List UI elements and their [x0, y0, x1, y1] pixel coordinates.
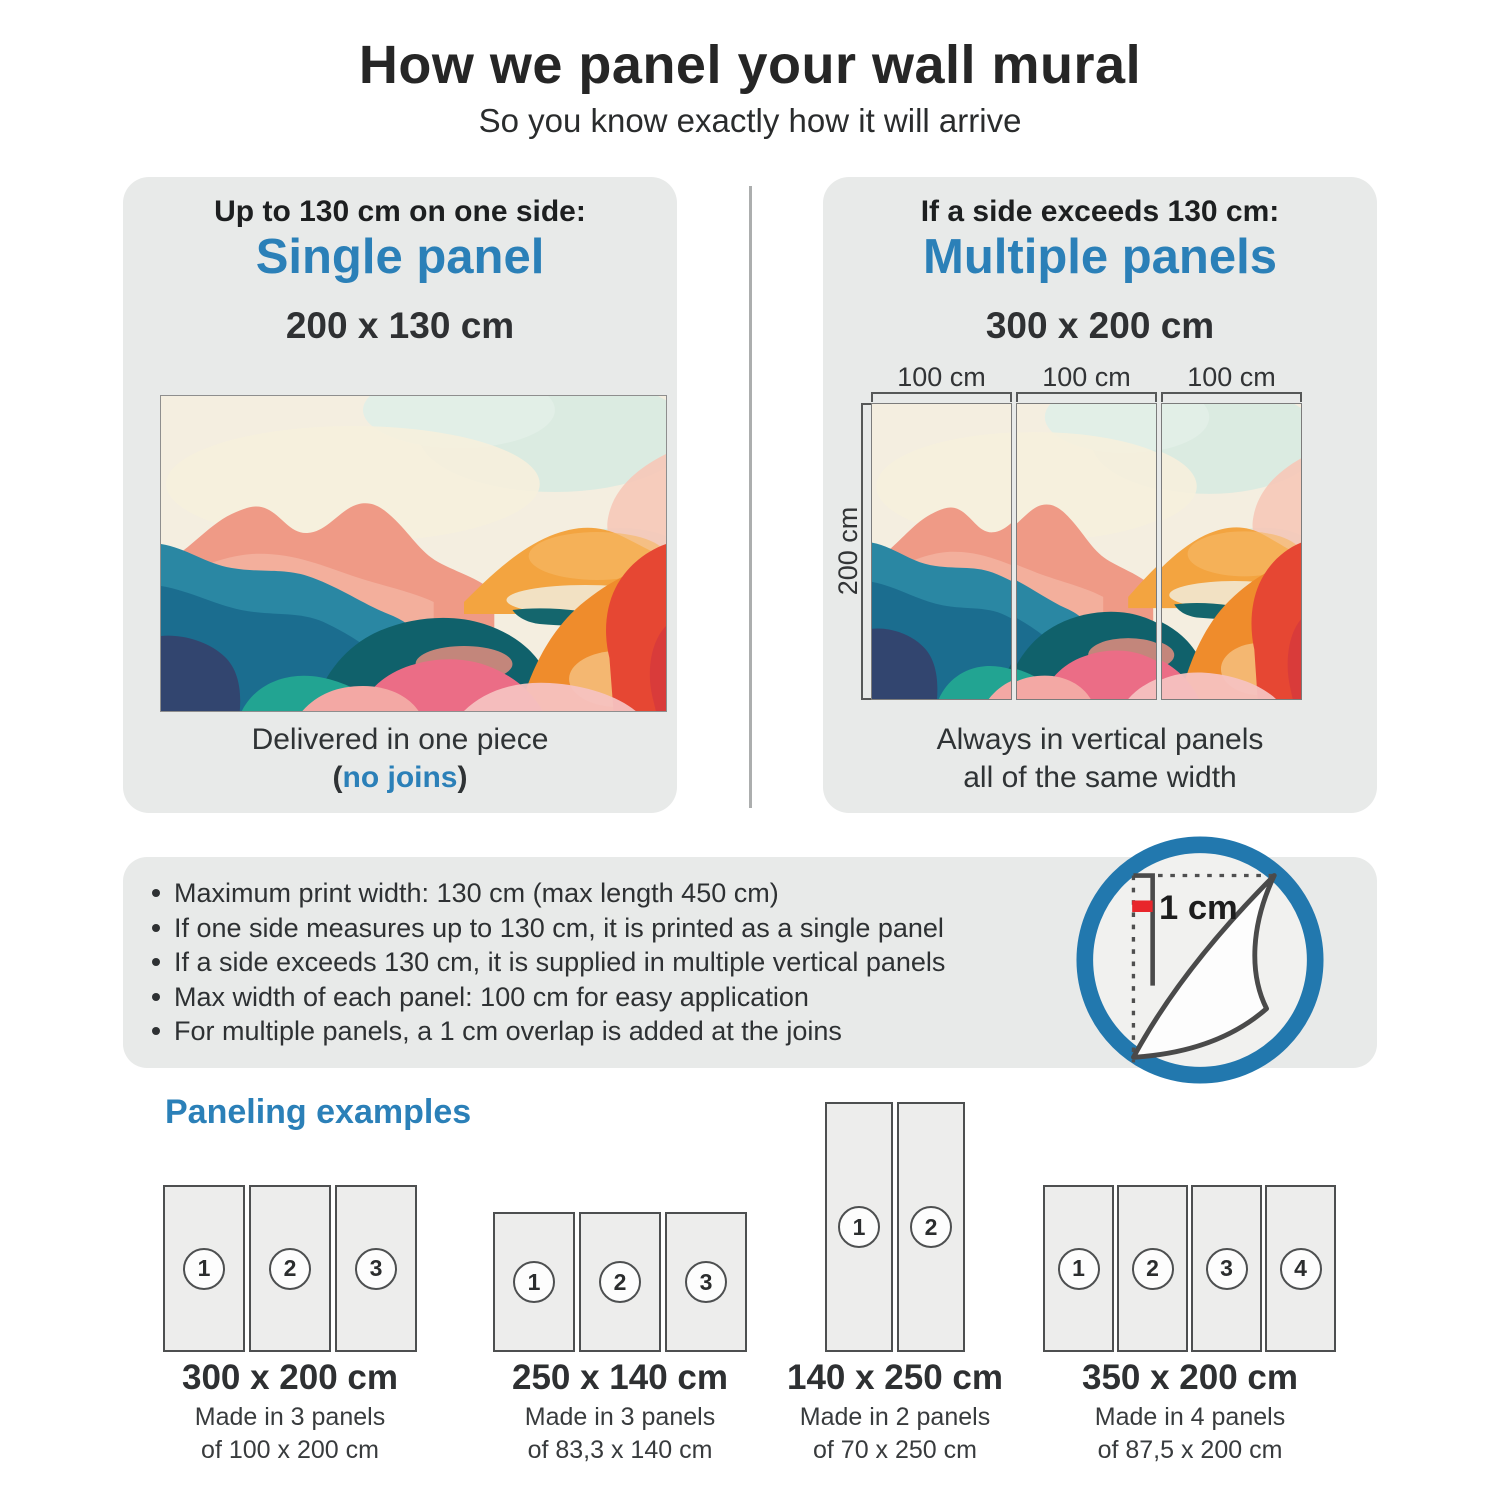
width-bracket-3 [1161, 392, 1302, 402]
width-label-3: 100 cm [1187, 362, 1276, 392]
specs-list [150, 876, 1050, 1049]
example-panel [335, 1185, 417, 1352]
spec-bullet [150, 945, 1050, 980]
example-4-size: 350 x 200 cm [1081, 1358, 1298, 1397]
panel-number: 4 [1280, 1248, 1322, 1290]
spec-bullet [150, 1014, 1050, 1049]
width-bracket-2 [1016, 392, 1157, 402]
example-3-size: 140 x 250 cm [786, 1358, 1003, 1397]
example-4-line1: Made in 4 panels [1094, 1403, 1286, 1431]
panel-number: 2 [1132, 1248, 1174, 1290]
paren-open: ( [332, 761, 343, 794]
example-2-size: 250 x 140 cm [511, 1358, 728, 1397]
single-mural-image [160, 395, 667, 712]
example-panel [897, 1102, 965, 1352]
multi-title: Multiple panels [923, 230, 1277, 284]
single-title: Single panel [255, 230, 545, 284]
bullet-dot [152, 958, 160, 966]
mural-panel-slice-2 [1016, 403, 1157, 700]
panel-number: 3 [355, 1248, 397, 1290]
single-panel-card [123, 177, 677, 813]
multi-caption-line1: Always in vertical panels [936, 723, 1264, 756]
multi-caption-line2: all of the same width [963, 761, 1237, 794]
example-panel [1191, 1185, 1262, 1352]
spec-text: If a side exceeds 130 cm, it is supplied in multiple vertical panels [174, 947, 946, 977]
panel-number: 1 [183, 1248, 225, 1290]
bullet-dot [152, 924, 160, 932]
example-panel [1265, 1185, 1336, 1352]
examples-heading: Paneling examples [165, 1093, 472, 1131]
width-label-2: 100 cm [1042, 362, 1131, 392]
width-bracket-1 [871, 392, 1012, 402]
multi-mural-panels [871, 403, 1302, 700]
panel-number: 2 [269, 1248, 311, 1290]
example-1-line1: Made in 3 panels [194, 1403, 386, 1431]
single-size: 200 x 130 cm [285, 305, 515, 346]
spec-bullet [150, 911, 1050, 946]
example-2-line1: Made in 3 panels [524, 1403, 716, 1431]
cards-divider [749, 186, 752, 808]
example-4-line2: of 87,5 x 200 cm [1097, 1436, 1283, 1464]
example-panel [493, 1212, 575, 1352]
spec-text: If one side measures up to 130 cm, it is printed as a single panel [174, 912, 944, 943]
panel-number: 1 [1058, 1248, 1100, 1290]
spec-bullet [150, 980, 1050, 1015]
panel-number: 1 [838, 1206, 880, 1248]
spec-text: For multiple panels, a 1 cm overlap is added at the joins [174, 1016, 842, 1046]
example-panel [1043, 1185, 1114, 1352]
example-panel [579, 1212, 661, 1352]
example-1-size: 300 x 200 cm [181, 1358, 398, 1397]
example-panel [1117, 1185, 1188, 1352]
single-caption-line2 [123, 761, 677, 795]
single-caption-line1: Delivered in one piece [251, 723, 549, 756]
panel-number: 3 [1206, 1248, 1248, 1290]
example-2-line2: of 83,3 x 140 cm [527, 1436, 713, 1464]
example-3-line1: Made in 2 panels [799, 1403, 991, 1431]
mural-panel-slice-3 [1161, 403, 1302, 700]
panel-number: 3 [685, 1261, 727, 1303]
spec-text: Maximum print width: 130 cm (max length 450 cm) [174, 878, 779, 908]
example-3-panels [825, 1102, 965, 1352]
bullet-dot [152, 993, 160, 1001]
example-4-panels [1043, 1185, 1336, 1352]
bullet-dot [152, 1027, 160, 1035]
bullet-dot [152, 889, 160, 897]
mural-panel-slice-1 [871, 403, 1012, 700]
multi-size: 300 x 200 cm [985, 305, 1215, 346]
example-3-line2: of 70 x 250 cm [813, 1436, 977, 1464]
overlap-page-curl-icon [1072, 832, 1328, 1088]
single-condition: Up to 130 cm on one side: [214, 195, 586, 228]
height-label: 200 cm [833, 506, 863, 596]
overlap-label: 1 cm [1159, 889, 1238, 928]
example-1-line2: of 100 x 200 cm [201, 1436, 379, 1464]
example-1-panels [163, 1185, 417, 1352]
paren-close: ) [457, 761, 468, 794]
spec-bullet [150, 876, 1050, 911]
page-subtitle: So you know exactly how it will arrive [478, 102, 1022, 139]
spec-text: Max width of each panel: 100 cm for easy application [174, 981, 809, 1012]
no-joins-highlight: no joins [342, 761, 458, 794]
width-label-1: 100 cm [897, 362, 986, 392]
panel-number: 2 [599, 1261, 641, 1303]
example-2-panels [493, 1212, 747, 1352]
example-panel [825, 1102, 893, 1352]
panel-number: 1 [513, 1261, 555, 1303]
page-title: How we panel your wall mural [358, 35, 1142, 95]
multiple-panels-card [823, 177, 1377, 813]
multi-condition: If a side exceeds 130 cm: [920, 195, 1280, 228]
example-panel [163, 1185, 245, 1352]
example-panel [665, 1212, 747, 1352]
example-panel [249, 1185, 331, 1352]
panel-number: 2 [910, 1206, 952, 1248]
